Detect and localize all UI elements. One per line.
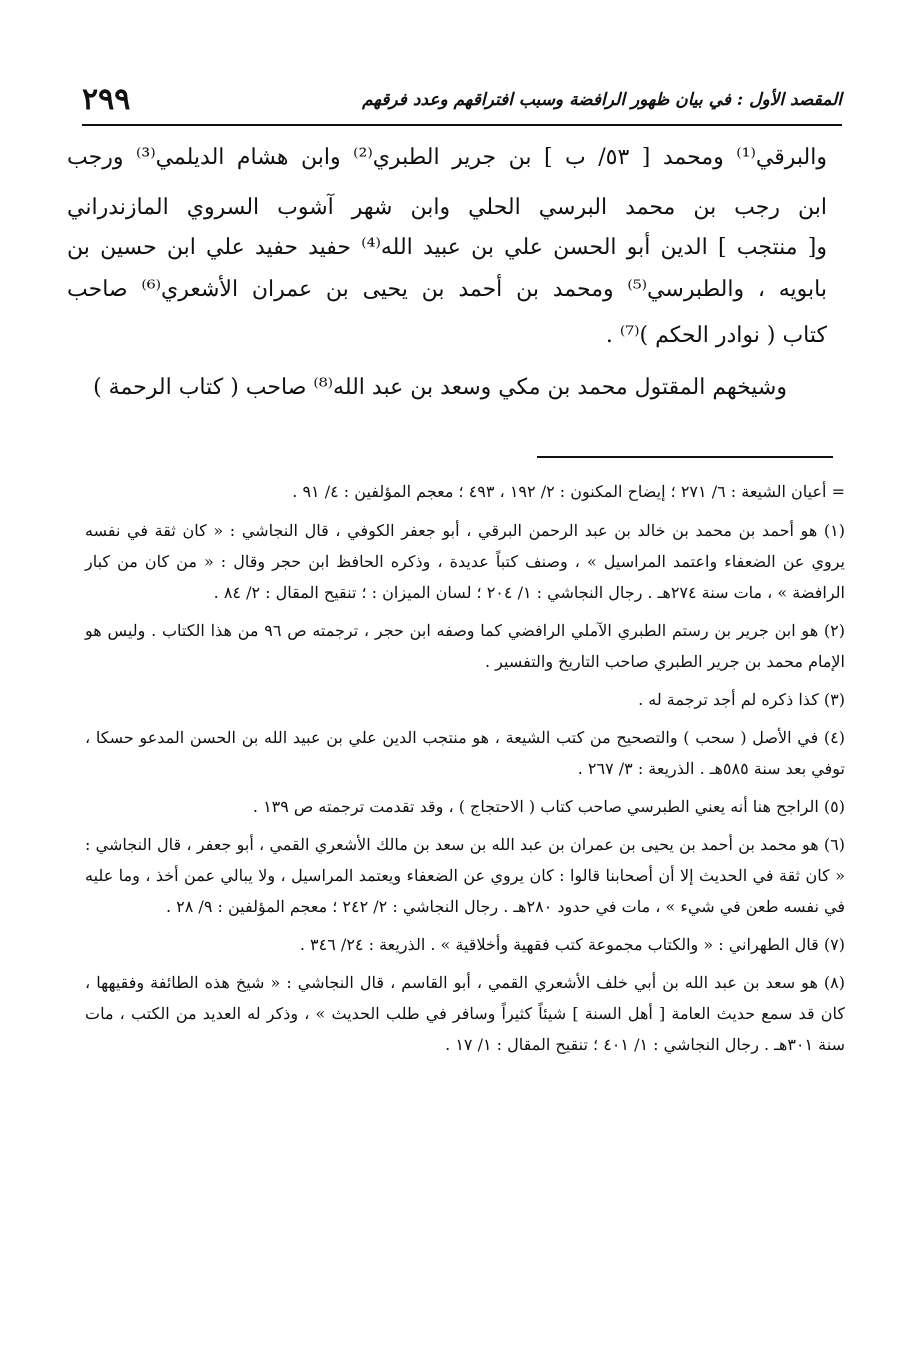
page-header: [82, 82, 842, 120]
footnote-5: (٥) الراجح هنا أنه يعني الطبرسي صاحب كتاب ( الاحتجاج ) ، وقد تقدمت ترجمته ص ١٣٩ .: [252, 797, 845, 816]
page-number: ٢٩٩: [82, 82, 131, 117]
footnote-8: (٨) هو سعد بن عبد الله بن أبي خلف الأشعري القمي ، أبو القاسم ، قال النجاشي : « شيخ هذه الطائفة وفقيهها ، كان قد سمع حديث العامة [ أهل السنة ] شيئاً كثيراً وسافر في طلب الحديث » ، وذكر له العديد من الكتب ، مات سنة ٣٠١هـ . رجال النجاشي : ١/ ٤٠١ ؛ تنقيح المقال : ١/ ١٧ .: [85, 973, 846, 1054]
footnotes: [85, 476, 845, 1067]
footnote-continuation: = أعيان الشيعة : ٦/ ٢٧١ ؛ إيضاح المكنون : ٢/ ١٩٢ ، ٤٩٣ ؛ معجم المؤلفين : ٤/ ٩١ .: [292, 482, 845, 501]
header-rule: [82, 124, 842, 126]
body-line-6: وشيخهم المقتول محمد بن مكي وسعد بن عبد الله⁽⁸⁾ صاحب ( كتاب الرحمة ): [93, 375, 787, 400]
body-line-5: كتاب ( نوادر الحكم )⁽⁷⁾ .: [605, 323, 827, 348]
body-line-2: ابن رجب بن محمد البرسي الحلي وابن شهر آشوب السروي المازندراني: [67, 195, 827, 220]
footnote-3: (٣) كذا ذكره لم أجد ترجمة له .: [638, 690, 845, 709]
footnote-6: (٦) هو محمد بن أحمد بن يحيى بن عمران بن عبد الله بن سعد بن مالك الأشعري القمي ، أبو جعفر ، قال النجاشي : « كان ثقة في الحديث إلا أن أصحابنا قالوا : كان يروي عن الضعفاء ويعتمد المراسيل ، ولا يبالي عمن أخذ ، وما عليه في نفسه طعن في شيء » ، مات في حدود ٢٨٠هـ . رجال النجاشي : ٢/ ٢٤٢ ؛ معجم المؤلفين : ٩/ ٢٨ .: [85, 835, 845, 916]
footnote-1: (١) هو أحمد بن محمد بن خالد بن عبد الرحمن البرقي ، أبو جعفر الكوفي ، قال النجاشي : « كان ثقة في نفسه يروي عن الضعفاء واعتمد المراسيل » ، وصنف كتباً عديدة ، وذكره الحافظ ابن حجر وقال : « من كان من كبار الرافضة » ، مات سنة ٢٧٤هـ . رجال النجاشي : ١/ ٢٠٤ ؛ لسان الميزان : ؛ تنقيح المقال : ٢/ ٨٤ .: [85, 521, 846, 602]
running-title: المقصد الأول : في بيان ظهور الرافضة وسبب افتراقهم وعدد فرقهم: [362, 90, 842, 110]
body-line-3: و[ منتجب ] الدين أبو الحسن علي بن عبيد الله⁽⁴⁾ حفيد حفيد علي ابن حسين بن: [67, 235, 827, 260]
body-line-4: بابويه ، والطبرسي⁽⁵⁾ ومحمد بن أحمد بن يحيى بن عمران الأشعري⁽⁶⁾ صاحب: [67, 277, 827, 302]
footnote-4: (٤) في الأصل ( سحب ) والتصحيح من كتب الشيعة ، هو منتجب الدين علي بن عبيد الله بن الحسن المدعو حسكا ، توفي بعد سنة ٥٨٥هـ . الذريعة : ٣/ ٢٦٧ .: [85, 728, 846, 778]
body-line-1: والبرقي⁽¹⁾ ومحمد [ ٥٣/ ب ] بن جرير الطبري⁽²⁾ وابن هشام الديلمي⁽³⁾ ورجب: [67, 145, 827, 170]
footnote-2: (٢) هو ابن جرير بن رستم الطبري الآملي الرافضي كما وصفه ابن حجر ، ترجمته ص ٩٦ من هذا الكتاب . وليس هو الإمام محمد بن جرير الطبري صاحب التاريخ والتفسير .: [85, 621, 845, 671]
footnote-rule: [537, 456, 833, 458]
footnote-7: (٧) قال الطهراني : « والكتاب مجموعة كتب فقهية وأخلاقية » . الذريعة : ٢٤/ ٣٤٦ .: [299, 935, 845, 954]
